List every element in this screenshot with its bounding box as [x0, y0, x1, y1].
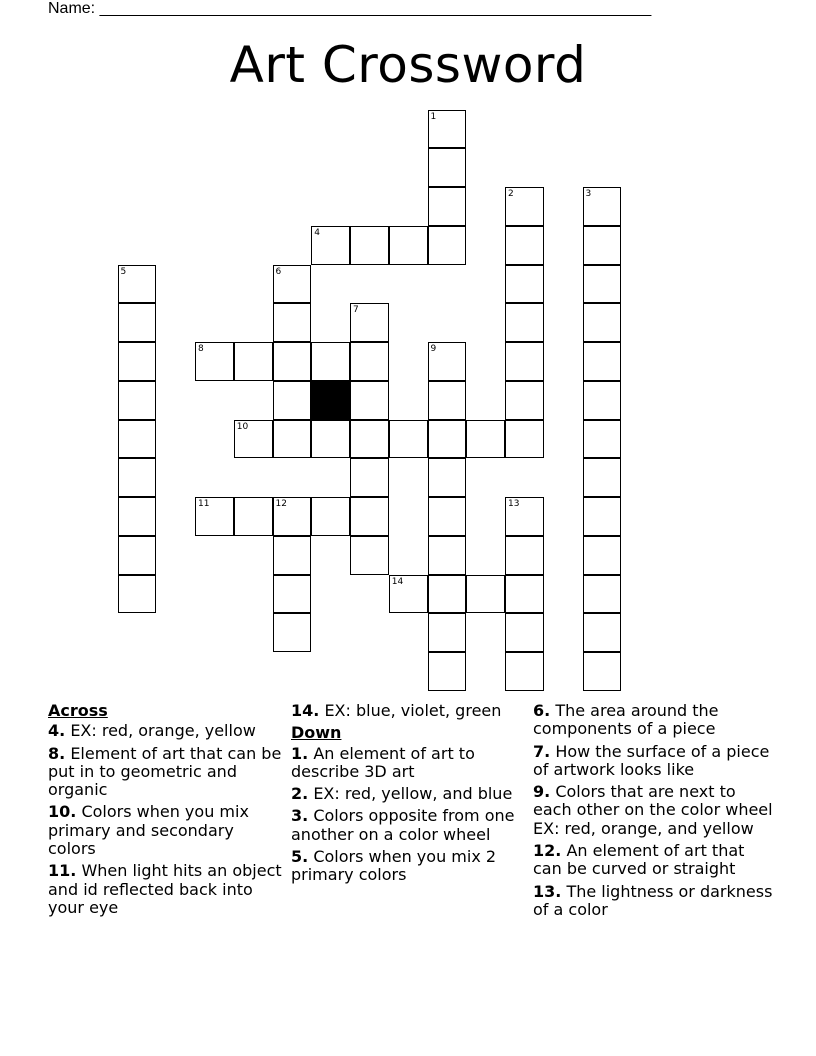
cell-number: 14 [391, 576, 404, 587]
grid-cell[interactable] [118, 575, 157, 614]
clue-text: When light hits an object and id reflected back into your eye [48, 861, 282, 917]
grid-cell[interactable] [505, 187, 544, 226]
cell-number: 13 [508, 499, 520, 509]
cell-number: 12 [275, 499, 287, 509]
grid-cell[interactable] [234, 342, 273, 381]
grid-cell[interactable] [466, 575, 505, 614]
clue-text: Colors that are next to each other on the color wheel EX: red, orange, and yellow [533, 782, 773, 838]
grid-cell[interactable] [428, 575, 467, 614]
page-title: Art Crossword [229, 36, 587, 94]
clue-text: An element of art to describe 3D art [291, 743, 475, 781]
grid-cell[interactable] [350, 303, 389, 342]
down-clue-3 [291, 807, 525, 844]
grid-cell[interactable] [505, 381, 544, 420]
down-clue-9 [533, 783, 773, 838]
clue-text: Colors opposite from one another on a color wheel [291, 806, 515, 844]
grid-cell[interactable] [311, 497, 350, 536]
down-clue-7 [533, 743, 773, 780]
grid-cell[interactable] [428, 148, 467, 187]
clue-number: 2. [291, 784, 309, 804]
clue-text: EX: red, orange, yellow [70, 721, 256, 741]
grid-cell[interactable] [350, 458, 389, 497]
clue-number: 7. [533, 741, 551, 761]
down-clue-5 [291, 848, 525, 885]
grid-cell[interactable] [505, 265, 544, 304]
grid-cell[interactable] [273, 303, 312, 342]
cell-number: 1 [430, 111, 437, 122]
grid-cell[interactable] [583, 265, 622, 304]
down-clue-13 [533, 883, 773, 920]
clue-number: 14. [291, 701, 320, 720]
grid-cell[interactable] [583, 613, 622, 652]
grid-cell[interactable] [505, 226, 544, 265]
grid-cell[interactable] [583, 652, 622, 691]
grid-cell[interactable] [311, 342, 350, 381]
clue-number: 1. [291, 743, 309, 763]
clue-number: 10. [48, 802, 77, 822]
cell-number: 5 [120, 266, 127, 277]
cell-number: 2 [508, 189, 514, 199]
down-clue-6 [533, 702, 773, 739]
clue-text: Colors when you mix 2 primary colors [291, 847, 497, 885]
grid-cell[interactable] [428, 652, 467, 691]
clue-number: 12. [533, 841, 562, 861]
grid-cell[interactable] [505, 575, 544, 614]
grid-cell[interactable] [428, 613, 467, 652]
down-clue-1 [291, 745, 525, 782]
across-clue-8 [48, 745, 282, 800]
grid-cell[interactable] [505, 652, 544, 691]
grid-cell[interactable] [273, 536, 312, 575]
across-clue-4 [48, 722, 282, 740]
grid-cell[interactable] [273, 613, 312, 652]
grid-cell[interactable] [273, 265, 312, 304]
name-label: Name: [48, 0, 96, 17]
grid-cell[interactable] [428, 420, 467, 459]
grid-cell[interactable] [350, 342, 389, 381]
clue-text: How the surface of a piece of artwork looks like [533, 741, 770, 779]
across-clue-11 [48, 862, 282, 917]
clues-column-1 [48, 702, 282, 921]
grid-cell[interactable] [466, 420, 505, 459]
grid-cell[interactable] [428, 187, 467, 226]
grid-cell[interactable] [118, 420, 157, 459]
down-clue-12 [533, 842, 773, 879]
grid-cell[interactable] [234, 420, 273, 459]
grid-cell[interactable] [118, 265, 157, 304]
grid-cell[interactable] [505, 536, 544, 575]
grid-cell[interactable] [505, 342, 544, 381]
clue-text: EX: blue, violet, green [324, 701, 502, 720]
grid-cell[interactable] [273, 497, 312, 536]
grid-cell[interactable] [389, 226, 428, 265]
clues-column-3 [533, 702, 773, 923]
grid-block [311, 381, 350, 420]
clue-number: 11. [48, 861, 77, 881]
grid-cell[interactable] [583, 381, 622, 420]
across-heading: Across [48, 701, 108, 720]
clue-number: 4. [48, 721, 66, 741]
clue-text: The lightness or darkness of a color [533, 881, 773, 919]
grid-cell[interactable] [118, 497, 157, 536]
grid-cell[interactable] [350, 226, 389, 265]
name-blank: ______________________________________________________________ [99, 0, 652, 17]
grid-cell[interactable] [273, 575, 312, 614]
grid-cell[interactable] [389, 420, 428, 459]
grid-cell[interactable] [273, 381, 312, 420]
clue-text: The area around the components of a piece [533, 701, 719, 739]
grid-cell[interactable] [505, 497, 544, 536]
clue-number: 13. [533, 881, 562, 901]
cell-number: 9 [430, 344, 437, 354]
clue-text: EX: red, yellow, and blue [313, 784, 513, 804]
grid-cell[interactable] [583, 497, 622, 536]
grid-cell[interactable] [583, 536, 622, 575]
across-clue-14 [291, 702, 525, 720]
clue-text: An element of art that can be curved or straight [533, 841, 745, 879]
grid-cell[interactable] [350, 420, 389, 459]
grid-cell[interactable] [583, 303, 622, 342]
grid-cell[interactable] [195, 497, 234, 536]
down-heading: Down [291, 723, 342, 743]
grid-cell[interactable] [583, 226, 622, 265]
grid-cell[interactable] [428, 110, 467, 149]
grid-cell[interactable] [583, 458, 622, 497]
grid-cell[interactable] [428, 381, 467, 420]
grid-cell[interactable] [234, 497, 273, 536]
grid-cell[interactable] [118, 458, 157, 497]
cell-number: 8 [198, 344, 204, 354]
grid-cell[interactable] [583, 187, 622, 226]
grid-cell[interactable] [195, 342, 234, 381]
grid-cell[interactable] [118, 303, 157, 342]
clue-number: 6. [533, 701, 551, 720]
cell-number: 6 [275, 266, 282, 277]
cell-number: 10 [236, 421, 249, 432]
clue-number: 9. [533, 782, 551, 802]
grid-cell[interactable] [118, 536, 157, 575]
grid-cell[interactable] [428, 536, 467, 575]
grid-cell[interactable] [350, 536, 389, 575]
grid-cell[interactable] [583, 342, 622, 381]
grid-cell[interactable] [273, 342, 312, 381]
grid-cell[interactable] [311, 420, 350, 459]
grid-cell[interactable] [428, 226, 467, 265]
clues-column-2 [291, 702, 525, 889]
grid-cell[interactable] [311, 226, 350, 265]
clue-text: Colors when you mix primary and secondary colors [48, 802, 249, 859]
grid-cell[interactable] [389, 575, 428, 614]
clue-number: 8. [48, 743, 66, 763]
clue-number: 3. [291, 806, 309, 826]
grid-cell[interactable] [428, 497, 467, 536]
cell-number: 11 [198, 499, 210, 509]
grid-cell[interactable] [118, 342, 157, 381]
grid-cell[interactable] [273, 420, 312, 459]
clue-text: Element of art that can be put in to geometric and organic [48, 743, 282, 800]
grid-cell[interactable] [583, 575, 622, 614]
cell-number: 4 [314, 227, 320, 238]
across-clue-10 [48, 803, 282, 858]
clue-number: 5. [291, 847, 309, 867]
grid-cell[interactable] [505, 303, 544, 342]
grid-cell[interactable] [118, 381, 157, 420]
grid-cell[interactable] [350, 497, 389, 536]
grid-cell[interactable] [350, 381, 389, 420]
grid-cell[interactable] [505, 420, 544, 459]
cell-number: 7 [353, 305, 359, 316]
grid-cell[interactable] [583, 420, 622, 459]
down-clue-2 [291, 785, 525, 803]
grid-cell[interactable] [505, 613, 544, 652]
cell-number: 3 [585, 189, 592, 199]
grid-cell[interactable] [428, 458, 467, 497]
grid-cell[interactable] [428, 342, 467, 381]
